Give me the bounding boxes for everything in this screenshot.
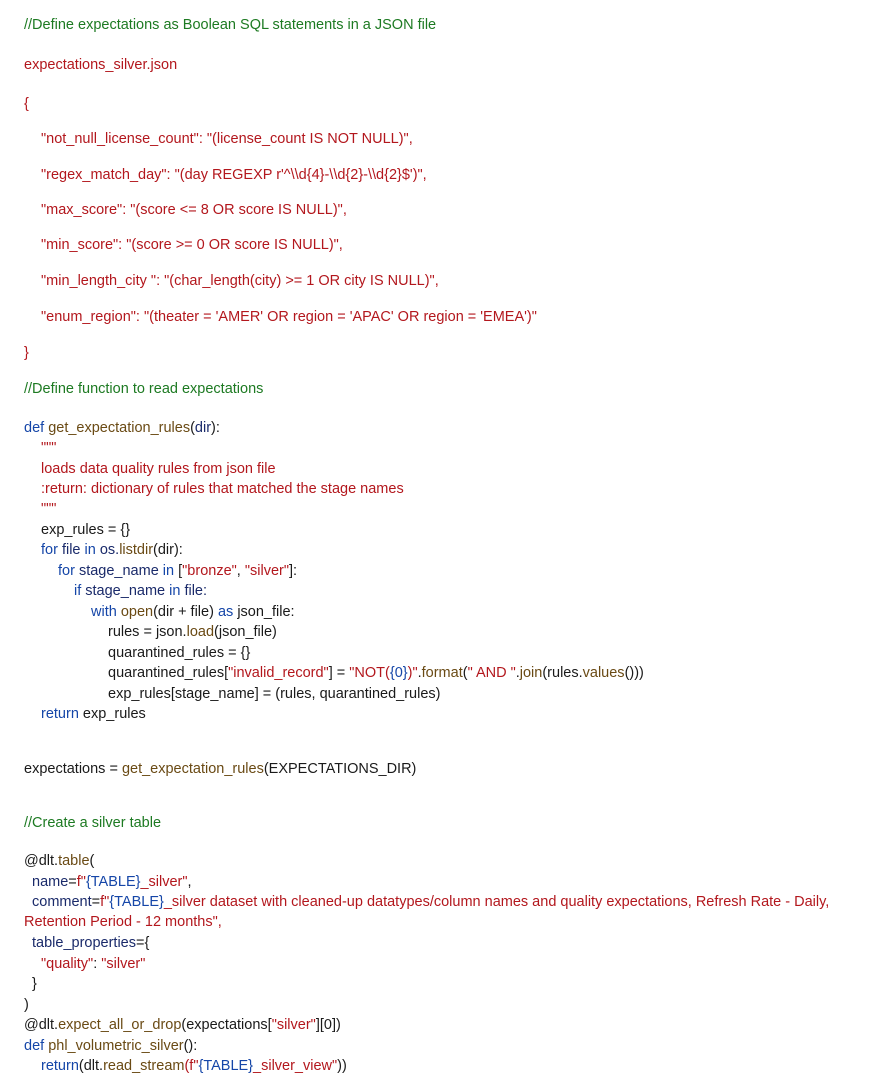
code-line-call [24, 760, 416, 778]
code-line-q-assign [108, 664, 644, 682]
if-var: stage_name [81, 583, 170, 599]
for-keyword: for [41, 542, 58, 558]
code-line-props-close: } [32, 976, 37, 992]
code-line-return-stream [41, 1057, 347, 1075]
name-comma: , [187, 874, 192, 890]
load-call: load [186, 624, 215, 640]
table-call: table [58, 853, 90, 869]
code-line-with [91, 603, 295, 621]
json-close-brace: } [24, 345, 29, 361]
q-paren: ( [462, 665, 468, 681]
code-line-name [32, 873, 192, 891]
code-line-def [24, 419, 220, 437]
in-keyword: in [169, 583, 181, 599]
in-keyword: in [84, 542, 96, 558]
comment-define-expectations: //Define expectations as Boolean SQL statements in a JSON file [24, 17, 437, 33]
json-entry-not-null-license-count: "not_null_license_count": "(license_count IS NOT NULL)", [41, 131, 413, 147]
in-keyword: in [162, 563, 175, 579]
return-keyword: return [41, 1058, 79, 1074]
code-line-expect [24, 1016, 341, 1034]
for-var: stage_name [74, 563, 163, 579]
json-entry-max-score: "max_score": "(score <= 8 OR score IS NULL)", [41, 202, 347, 218]
name-rest: _silver" [140, 874, 188, 890]
decorator-open: ( [89, 853, 95, 869]
comment-eq: = [91, 894, 101, 910]
call-lhs: expectations = [24, 761, 122, 777]
as-keyword: as [217, 604, 234, 620]
code-line-load [108, 623, 277, 641]
expect-key: "silver" [271, 1017, 316, 1033]
comment-create-table: //Create a silver table [24, 815, 162, 831]
def-keyword: def [24, 1038, 45, 1054]
code-line-comment [32, 893, 829, 911]
list-open: [ [174, 563, 183, 579]
q-dot2: . [515, 665, 520, 681]
return-open: (dlt. [78, 1058, 104, 1074]
json-entry-enum-region: "enum_region": "(theater = 'AMER' OR region = 'APAC' OR region = 'EMEA')" [41, 309, 537, 325]
code-line-decorator-close: ) [24, 997, 29, 1013]
q-a: quarantined_rules[ [108, 665, 229, 681]
if-keyword: if [74, 583, 82, 599]
json-filename: expectations_silver.json [24, 57, 178, 73]
comment-placeholder: {TABLE} [109, 894, 164, 910]
for-obj: os. [95, 542, 120, 558]
def-function-name: phl_volumetric_silver [44, 1038, 184, 1054]
name-f: f" [76, 874, 86, 890]
quality-colon: : [93, 956, 102, 972]
q-b: ] = [328, 665, 350, 681]
q-key: "invalid_record" [228, 665, 329, 681]
code-line-def-silver [24, 1037, 197, 1055]
call-fn: get_expectation_rules [121, 761, 264, 777]
for-rest: (dir): [153, 542, 183, 558]
comment-define-function: //Define function to read expectations [24, 381, 264, 397]
docstring-line-1: loads data quality rules from json file [41, 461, 276, 477]
def-open: ( [190, 420, 195, 436]
code-line-for-stage [58, 562, 297, 580]
call-arg: (EXPECTATIONS_DIR) [263, 761, 417, 777]
code-line-if [74, 582, 207, 600]
read-stream-call: read_stream [103, 1058, 185, 1074]
def-close: ): [211, 420, 220, 436]
return-placeholder: {TABLE} [198, 1058, 254, 1074]
q-not-end: )" [407, 665, 418, 681]
with-keyword: with [91, 604, 117, 620]
open-call: open [116, 604, 154, 620]
q-tail: ())) [624, 665, 644, 681]
code-line-comment-cont: Retention Period - 12 months", [24, 914, 222, 930]
code-line-quality [41, 955, 145, 973]
code-line-return [41, 705, 146, 723]
code-line-props [32, 934, 149, 952]
comment-rest: _silver dataset with cleaned-up datatypes/column names and quality expectations, Refresh Rate - Daily, [163, 894, 830, 910]
for-var: file [57, 542, 85, 558]
props-kw: table_properties [32, 935, 136, 951]
docstring-line-2: :return: dictionary of rules that matched the stage names [41, 481, 404, 497]
expect-call: expect_all_or_drop [58, 1017, 182, 1033]
load-b: (json_file) [214, 624, 277, 640]
return-rest: _silver_view" [253, 1058, 338, 1074]
name-eq: = [68, 874, 77, 890]
code-line-init-rules: exp_rules = {} [41, 522, 131, 538]
with-tail: json_file: [233, 604, 295, 620]
quality-val: "silver" [101, 956, 146, 972]
for-keyword: for [58, 563, 75, 579]
q-placeholder: {0} [389, 665, 408, 681]
q-rules: (rules. [542, 665, 583, 681]
with-rest: (dir + file) [153, 604, 218, 620]
q-not: "NOT( [349, 665, 390, 681]
load-a: rules = json. [108, 624, 187, 640]
code-line-for-file [41, 541, 183, 559]
code-line-q-init: quarantined_rules = {} [108, 645, 251, 661]
values-call: values [582, 665, 625, 681]
listdir-call: listdir [119, 542, 154, 558]
list-comma: , [236, 563, 245, 579]
join-call: join [519, 665, 543, 681]
if-rest: file: [180, 583, 208, 599]
def-function-name: get_expectation_rules [48, 420, 191, 436]
return-close: )) [337, 1058, 347, 1074]
return-rest: exp_rules [78, 706, 146, 722]
name-kw: name [32, 874, 69, 890]
expect-close: ][0]) [315, 1017, 341, 1033]
comment-kw: comment [32, 894, 92, 910]
json-open-brace: { [24, 96, 29, 112]
comment-f: f" [100, 894, 110, 910]
json-entry-min-score: "min_score": "(score >= 0 OR score IS NULL)", [41, 237, 343, 253]
docstring-close: """ [41, 501, 57, 517]
props-eq: ={ [136, 935, 150, 951]
stage-bronze: "bronze" [182, 563, 237, 579]
expect-open: (expectations[ [181, 1017, 272, 1033]
name-placeholder: {TABLE} [85, 874, 141, 890]
return-keyword: return [41, 706, 79, 722]
def-keyword: def [24, 420, 49, 436]
code-line-assign-exp: exp_rules[stage_name] = (rules, quarantined_rules) [108, 686, 441, 702]
decorator-at: @dlt. [24, 853, 59, 869]
return-f: (f" [184, 1058, 199, 1074]
def-rest: (): [183, 1038, 198, 1054]
format-call: format [421, 665, 463, 681]
expect-at: @dlt. [24, 1017, 59, 1033]
json-entry-regex-match-day: "regex_match_day": "(day REGEXP r'^\\d{4}-\\d{2}-\\d{2}$')", [41, 167, 427, 183]
code-line-decorator [24, 852, 94, 870]
json-entry-min-length-city: "min_length_city ": "(char_length(city) >= 1 OR city IS NULL)", [41, 273, 439, 289]
quality-key: "quality" [41, 956, 94, 972]
q-dot: . [417, 665, 422, 681]
list-close: ]: [289, 563, 298, 579]
def-arg: dir [194, 420, 212, 436]
q-and: " AND " [467, 665, 516, 681]
stage-silver: "silver" [244, 563, 289, 579]
docstring-open: """ [41, 440, 57, 456]
